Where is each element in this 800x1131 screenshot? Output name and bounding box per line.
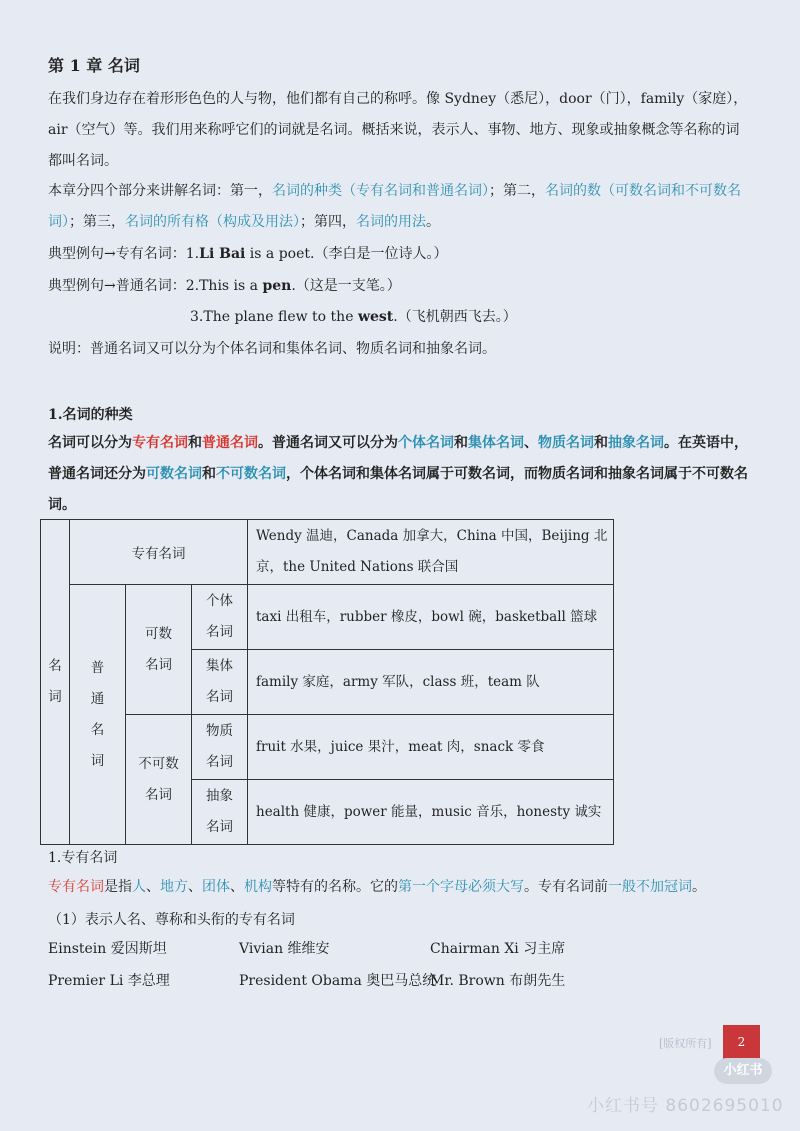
example-common: 典型例句→普通名词：2.This is a pen.（这是一支笔。） <box>48 278 401 294</box>
chapter-title: 第 1 章 名词 <box>48 56 140 75</box>
root-cell: 名 词 <box>41 520 70 845</box>
collective-cell: 集体 名词 <box>192 650 248 715</box>
collective-examples: family 家庭，army 军队，class 班，team 队 <box>248 650 614 715</box>
name-entry: Chairman Xi 习主席 <box>430 941 566 957</box>
intro-paragraph: 在我们身边存在着形形色色的人与物，他们都有自己的称呼。像 Sydney（悉尼），door（门），family（家庭），air（空气）等。我们用来称呼它们的词就是名词。概括来说，表示人、事物、地方、现象或抽象概念等名称的词都叫名词。 <box>48 91 748 169</box>
brand-logo: 小红书 <box>714 1058 772 1084</box>
section-heading: 1.名词的种类 <box>48 407 133 423</box>
subsection-heading: 1.专有名词 <box>48 850 118 866</box>
proper-noun-cell: 专有名词 <box>70 520 248 585</box>
section-intro: 名词可以分为专有名词和普通名词。普通名词又可以分为个体名词和集体名词、物质名词和抽象名词。在英语中，普通名词还分为可数名词和不可数名词，个体名词和集体名词属于可数名词，而物质名词和抽象名词属于不可数名词。 <box>48 435 748 513</box>
uncountable-cell: 不可数 名词 <box>126 715 192 845</box>
name-entry: Mr. Brown 布朗先生 <box>430 973 566 989</box>
example-note: 说明：普通名词又可以分为个体名词和集体名词、物质名词和抽象名词。 <box>48 341 496 357</box>
individual-examples: taxi 出租车，rubber 橡皮，bowl 碗，basketball 篮球 <box>248 585 614 650</box>
abstract-cell: 抽象 名词 <box>192 780 248 845</box>
abstract-examples: health 健康，power 能量，music 音乐，honesty 诚实 <box>248 780 614 845</box>
common-noun-cell: 普 通 名 词 <box>70 585 126 845</box>
proper-noun-definition: 专有名词是指人、地方、团体、机构等特有的名称。它的第一个字母必须大写。专有名词前一般不加冠词。 <box>48 879 706 895</box>
subsection-2-heading: （1）表示人名、尊称和头衔的专有名词 <box>48 912 295 928</box>
name-entry: Einstein 爱因斯坦 <box>48 941 167 957</box>
example-proper: 典型例句→专有名词：1.Li Bai is a poet.（李白是一位诗人。） <box>48 246 448 262</box>
name-entry: Premier Li 李总理 <box>48 973 170 989</box>
watermark: 小红书号 8602695010 <box>587 1096 784 1116</box>
chapter-outline: 本章分四个部分来讲解名词：第一，名词的种类（专有名词和普通名词）；第二，名词的数（可数名词和不可数名词）；第三，名词的所有格（构成及用法）；第四，名词的用法。 <box>48 183 741 230</box>
name-entry: Vivian 维维安 <box>239 941 330 957</box>
page-number: 2 <box>723 1025 760 1059</box>
noun-classification-table <box>40 519 614 845</box>
proper-noun-examples: Wendy 温迪，Canada 加拿大，China 中国，Beijing 北京，the United Nations 联合国 <box>248 520 614 585</box>
material-cell: 物质 名词 <box>192 715 248 780</box>
countable-cell: 可数 名词 <box>126 585 192 715</box>
individual-cell: 个体 名词 <box>192 585 248 650</box>
material-examples: fruit 水果，juice 果汁，meat 肉，snack 零食 <box>248 715 614 780</box>
copyright-mark: [版权所有] <box>659 1037 712 1050</box>
name-entry: President Obama 奥巴马总统 <box>239 973 437 989</box>
example-common-2: 3.The plane flew to the west.（飞机朝西飞去。） <box>190 309 517 325</box>
